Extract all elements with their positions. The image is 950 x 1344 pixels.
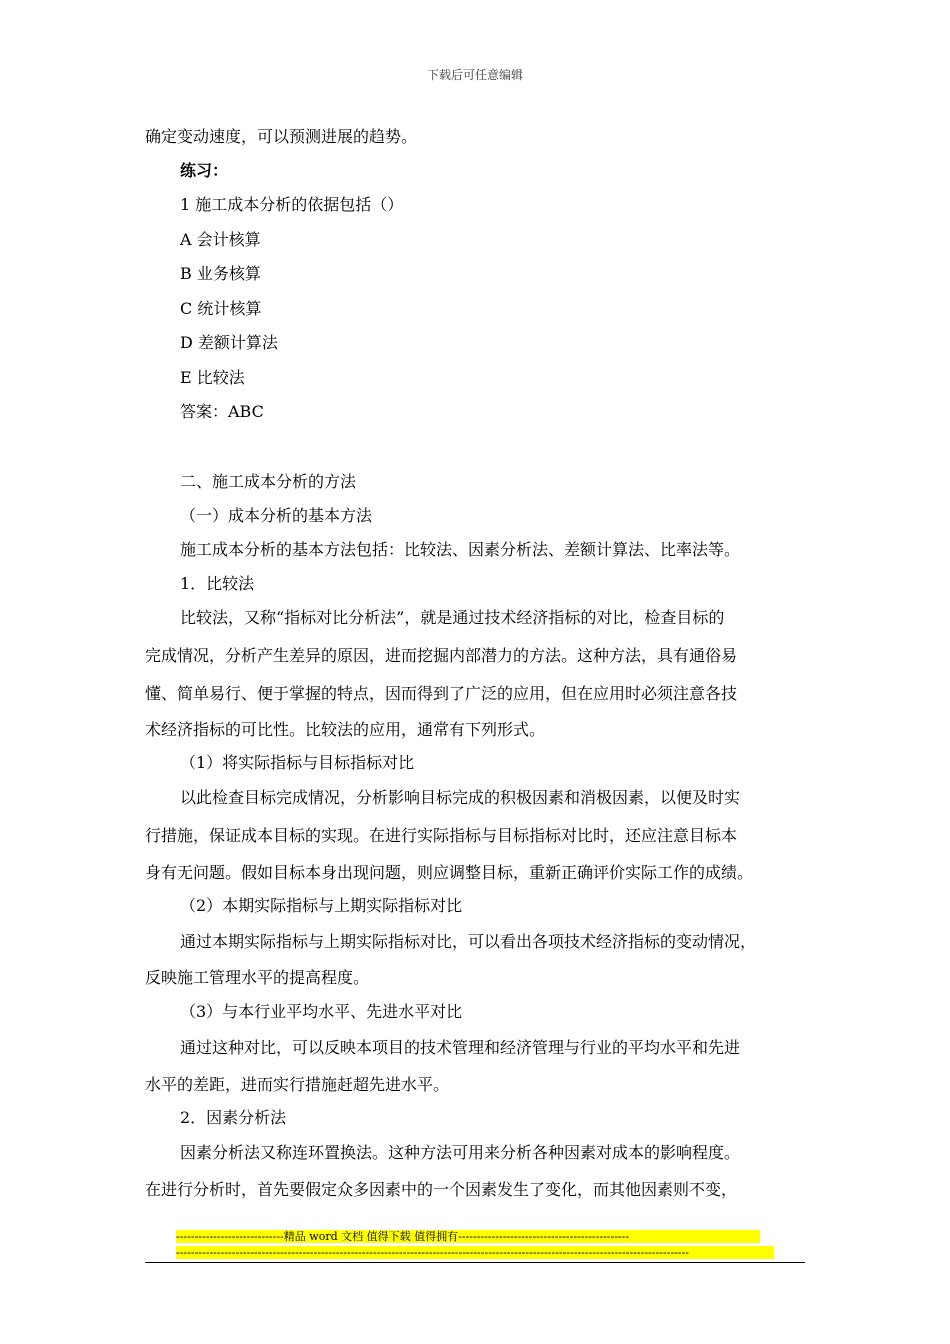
text-line: 通过这种对比，可以反映本项目的技术管理和经济管理与行业的平均水平和先进 — [180, 1038, 741, 1057]
option-d: D 差额计算法 — [180, 333, 278, 352]
text-line: 完成情况，分析产生差异的原因，进而挖掘内部潜力的方法。这种方法，具有通俗易 — [145, 646, 738, 665]
item-heading: 2．因素分析法 — [180, 1108, 287, 1127]
item-subheading: （2）本期实际指标与上期实际指标对比 — [180, 896, 463, 915]
section-heading: 二、施工成本分析的方法 — [180, 472, 357, 491]
footer-watermark-line-1: -----------------------------精品 word 文档 值得下载 值得拥有---------------------------------------------- — [176, 1230, 760, 1243]
text-line: 在进行分析时，首先要假定众多因素中的一个因素发生了变化，而其他因素则不变， — [145, 1180, 738, 1199]
text-line: 水平的差距，进而实行措施赶超先进水平。 — [145, 1075, 450, 1094]
item-subheading: （1）将实际指标与目标指标对比 — [180, 753, 415, 772]
option-b: B 业务核算 — [180, 264, 261, 283]
option-c: C 统计核算 — [180, 299, 262, 318]
answer-text: 答案：ABC — [180, 402, 264, 421]
item-subheading: （3）与本行业平均水平、先进水平对比 — [180, 1002, 463, 1021]
option-a: A 会计核算 — [180, 230, 261, 249]
footer-divider — [145, 1262, 805, 1263]
text-line: 以此检查目标完成情况，分析影响目标完成的积极因素和消极因素，以便及时实 — [180, 788, 741, 807]
text-line: 懂、简单易行、便于掌握的特点，因而得到了广泛的应用，但在应用时必须注意各技 — [145, 684, 738, 703]
text-line: 身有无问题。假如目标本身出现问题，则应调整目标，重新正确评价实际工作的成绩。 — [145, 863, 754, 882]
text-line: 行措施，保证成本目标的实现。在进行实际指标与目标指标对比时，还应注意目标本 — [145, 826, 738, 845]
page-header: 下载后可任意编辑 — [426, 68, 523, 82]
text-line: 比较法，又称“指标对比分析法”，就是通过技术经济指标的对比，检查目标的 — [180, 608, 725, 627]
text-line: 因素分析法又称连环置换法。这种方法可用来分析各种因素对成本的影响程度。 — [180, 1143, 741, 1162]
text-line: 施工成本分析的基本方法包括：比较法、因素分析法、差额计算法、比率法等。 — [180, 540, 741, 559]
text-line: 反映施工管理水平的提高程度。 — [145, 968, 370, 987]
item-heading: 1．比较法 — [180, 574, 255, 593]
exercise-heading: 练习： — [180, 161, 229, 180]
subsection-heading: （一）成本分析的基本方法 — [180, 506, 373, 525]
text-line: 确定变动速度，可以预测进展的趋势。 — [145, 127, 418, 146]
text-line: 通过本期实际指标与上期实际指标对比，可以看出各项技术经济指标的变动情况， — [180, 932, 757, 951]
option-e: E 比较法 — [180, 368, 245, 387]
footer-watermark-line-2: ------------------------------------------------------------------------------------------------------------------------------------------ — [176, 1246, 774, 1259]
text-line: 术经济指标的可比性。比较法的应用，通常有下列形式。 — [145, 720, 546, 739]
question-text: 1 施工成本分析的依据包括（） — [180, 195, 404, 214]
